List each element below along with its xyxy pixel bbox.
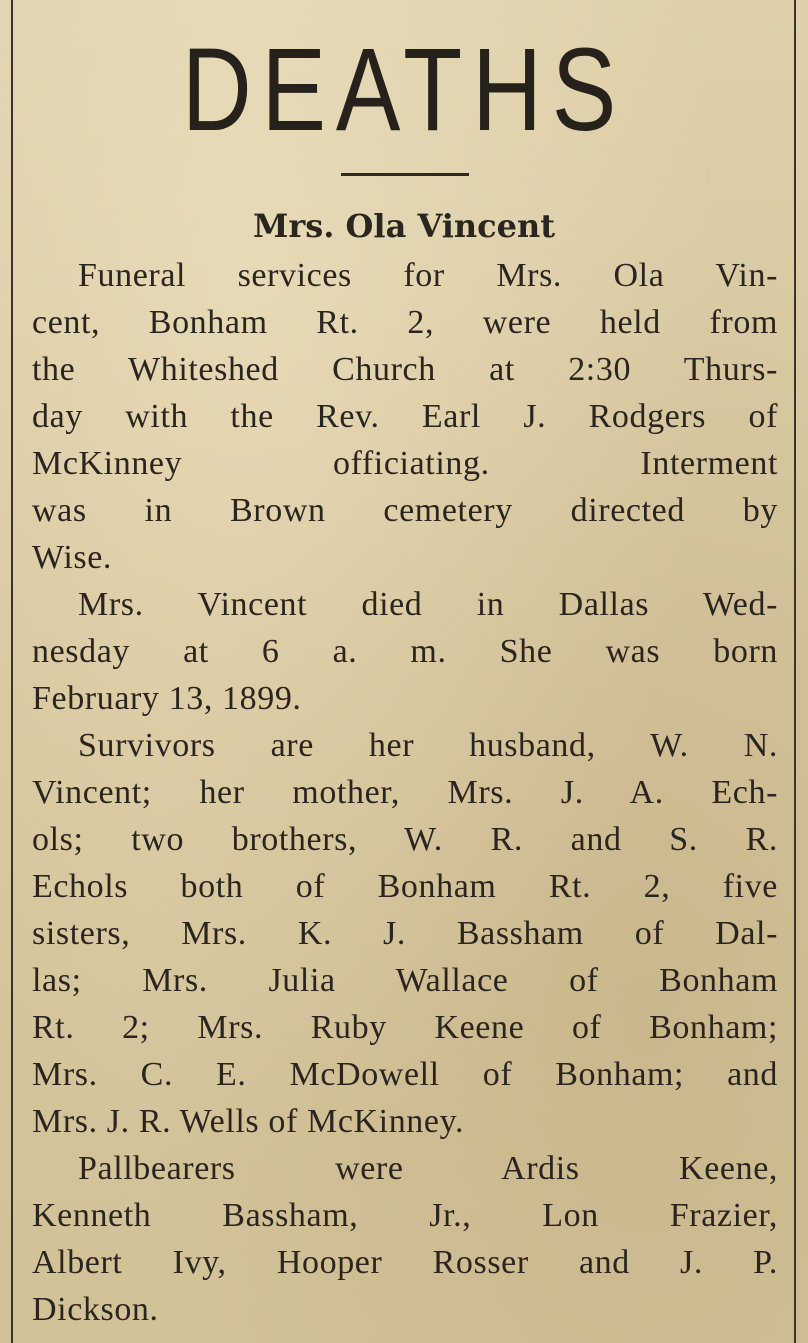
section-headline: DEATHS — [181, 24, 627, 156]
text-line: Funeral services for Mrs. Ola Vin- — [78, 257, 778, 294]
text-line: Kenneth Bassham, Jr., Lon Frazier, — [32, 1197, 778, 1234]
text-line: las; Mrs. Julia Wallace of Bonham — [32, 962, 778, 999]
obituary-body — [32, 252, 778, 1333]
headline-divider — [341, 173, 469, 176]
text-line: ols; two brothers, W. R. and S. R. — [32, 821, 778, 858]
text-line: cent, Bonham Rt. 2, were held from — [32, 304, 778, 341]
obituary-name: Mrs. Ola Vincent — [252, 207, 556, 245]
text-line: Mrs. C. E. McDowell of Bonham; and — [32, 1056, 778, 1093]
text-line: Albert Ivy, Hooper Rosser and J. P. — [32, 1244, 778, 1281]
text-line: Dickson. — [32, 1291, 159, 1328]
text-line: day with the Rev. Earl J. Rodgers of — [32, 398, 778, 435]
text-line: Mrs. J. R. Wells of McKinney. — [32, 1103, 465, 1140]
text-line: Rt. 2; Mrs. Ruby Keene of Bonham; — [32, 1009, 778, 1046]
text-line: Echols both of Bonham Rt. 2, five — [32, 868, 778, 905]
text-line: Vincent; her mother, Mrs. J. A. Ech- — [32, 774, 778, 811]
text-line: Wise. — [32, 539, 112, 576]
text-line: Mrs. Vincent died in Dallas Wed- — [78, 586, 778, 623]
text-line: Survivors are her husband, W. N. — [78, 727, 778, 764]
text-line: sisters, Mrs. K. J. Bassham of Dal- — [32, 915, 778, 952]
text-line: February 13, 1899. — [32, 680, 302, 717]
text-line: McKinney officiating. Interment — [32, 445, 778, 482]
text-line: Pallbearers were Ardis Keene, — [78, 1150, 778, 1187]
text-line: the Whiteshed Church at 2:30 Thurs- — [32, 351, 778, 388]
text-line: was in Brown cemetery directed by — [32, 492, 778, 529]
text-line: nesday at 6 a. m. She was born — [32, 633, 778, 670]
